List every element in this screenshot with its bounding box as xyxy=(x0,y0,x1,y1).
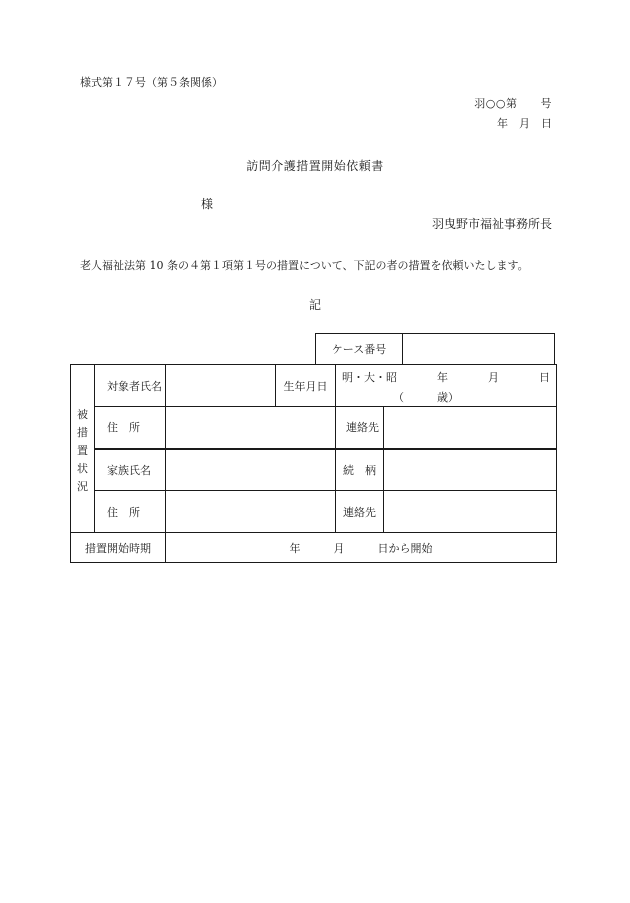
family-address-field[interactable] xyxy=(166,491,336,533)
start-period-label: 措置開始時期 xyxy=(71,533,166,563)
sender-name: 羽曳野市福祉事務所長 xyxy=(431,217,552,231)
addressee-suffix: 様 xyxy=(201,197,214,211)
relation-field[interactable] xyxy=(384,449,557,491)
section-char-2: 措 xyxy=(77,425,88,439)
document-number: 羽○○第 号 xyxy=(474,97,552,110)
birthdate-year: 年 xyxy=(437,371,448,384)
section-char-5: 況 xyxy=(77,479,88,493)
document-title: 訪問介護措置開始依頼書 xyxy=(246,159,384,173)
family-address-label: 住 所 xyxy=(95,491,166,533)
case-number-box xyxy=(315,333,555,364)
birthdate-field[interactable] xyxy=(336,365,557,407)
birthdate-eras: 明・大・昭 xyxy=(342,371,397,384)
subject-address-label: 住 所 xyxy=(95,407,166,449)
case-number-field[interactable] xyxy=(403,334,554,364)
family-name-label: 家族氏名 xyxy=(95,449,166,491)
subject-name-field[interactable] xyxy=(166,365,276,407)
section-char-4: 状 xyxy=(77,461,88,475)
subject-address-field[interactable] xyxy=(166,407,336,449)
subject-name-label: 対象者氏名 xyxy=(95,365,166,407)
family-name-field[interactable] xyxy=(166,449,336,491)
ki-marker: 記 xyxy=(308,298,321,312)
section-label-cell xyxy=(71,365,95,533)
form-number: 様式第１７号（第５条関係） xyxy=(80,76,223,89)
start-period-field[interactable]: 年 月 日から開始 xyxy=(166,533,557,563)
birthdate-age: （ 歳） xyxy=(393,391,459,404)
section-char-1: 被 xyxy=(77,407,88,421)
relation-label: 続 柄 xyxy=(336,449,384,491)
section-char-3: 置 xyxy=(77,443,88,457)
placement-status-table xyxy=(70,364,557,563)
issue-date: 年 月 日 xyxy=(497,117,552,130)
birthdate-month: 月 xyxy=(488,371,499,384)
subject-contact-label: 連絡先 xyxy=(336,407,384,449)
case-number-label: ケース番号 xyxy=(316,334,403,364)
birthdate-label: 生年月日 xyxy=(276,365,336,407)
request-body-text: 老人福祉法第 10 条の４第１項第１号の措置について、下記の者の措置を依頼いたします。 xyxy=(80,259,529,272)
subject-contact-field[interactable] xyxy=(384,407,557,449)
family-contact-label: 連絡先 xyxy=(336,491,384,533)
family-contact-field[interactable] xyxy=(384,491,557,533)
birthdate-day: 日 xyxy=(539,371,550,384)
